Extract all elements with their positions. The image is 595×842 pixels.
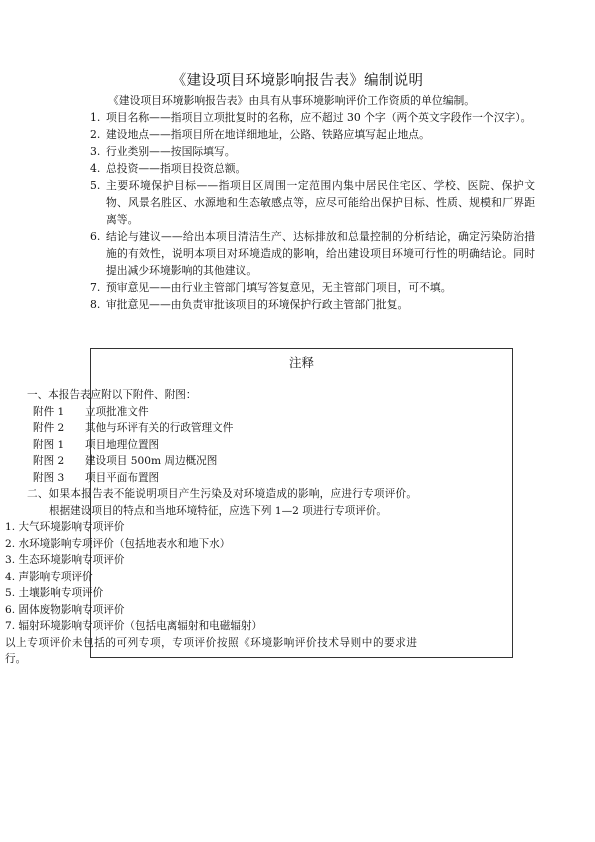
list-item <box>90 109 535 126</box>
list-item <box>90 177 535 228</box>
item-text: 项目名称——指项目立项批复时的名称，应不超过 30 个字（两个英文字段作一个汉字）。 <box>106 111 532 124</box>
attachment-text: 项目平面布置图 <box>85 471 160 484</box>
attachment-label: 附件 2 <box>33 422 65 434</box>
attachment-label: 附图 3 <box>33 471 65 484</box>
intro-paragraph: 《建设项目环境影响报告表》由具有从事环境影响评价工作资质的单位编制。 <box>108 94 476 107</box>
attachment-item <box>5 470 417 487</box>
attachment-text: 项目地理位置图 <box>85 438 160 451</box>
item-number: 6. <box>90 230 101 243</box>
item-text: 建设地点——指项目所在地详细地址，公路、铁路应填写起止地点。 <box>106 128 430 141</box>
item-text: 行业类别——按国际填写。 <box>106 145 236 158</box>
item-number: 1. <box>90 111 101 124</box>
list-item <box>90 126 535 143</box>
note-title: 注释 <box>288 355 314 370</box>
list-item <box>90 228 535 279</box>
list-item <box>90 279 535 296</box>
attachment-item <box>5 404 417 421</box>
item-number: 5. <box>90 179 101 192</box>
special-item: 2. 水环境影响专项评价（包括地表水和地下水） <box>5 537 231 550</box>
attachment-label: 附件 1 <box>33 405 65 418</box>
list-item <box>90 296 535 313</box>
attachment-text: 建设项目 500m 周边概况图 <box>85 455 218 467</box>
special-item: 6. 固体废物影响专项评价 <box>5 603 125 616</box>
item-number: 8. <box>90 298 101 311</box>
item-number: 7. <box>90 281 101 294</box>
attachment-text: 其他与环评有关的行政管理文件 <box>85 422 234 434</box>
special-item: 1. 大气环境影响专项评价 <box>5 521 125 533</box>
item-number: 4. <box>90 162 101 175</box>
special-item: 4. 声影响专项评价 <box>5 570 93 583</box>
attachment-label: 附图 1 <box>33 438 65 451</box>
special-item: 7. 辐射环境影响专项评价（包括电离辐射和电磁辐射） <box>5 620 263 632</box>
list-item <box>90 160 535 177</box>
note-closing: 以上专项评价未包括的可列专项，专项评价按照《环境影响评价技术导则中的要求进行。 <box>5 636 417 665</box>
page-title: 《建设项目环境影响报告表》编制说明 <box>171 73 424 89</box>
special-item: 5. 土壤影响专项评价 <box>5 587 104 599</box>
instruction-list <box>90 109 535 313</box>
note-section-2: 二、如果本报告表不能说明项目产生污染及对环境造成的影响，应进行专项评价。根据建设项目的特点和当地环境特征，应选下列 1—2 项进行专项评价。 <box>27 488 417 517</box>
list-item <box>90 143 535 160</box>
attachment-text: 立项批准文件 <box>85 405 149 418</box>
attachment-item <box>5 453 417 470</box>
item-text: 预审意见——由行业主管部门填写答复意见，无主管部门项目，可不填。 <box>106 281 452 294</box>
note-body <box>5 387 417 668</box>
item-number: 3. <box>90 145 101 158</box>
note-section-1: 一、本报告表应附以下附件、附图： <box>27 389 197 401</box>
attachment-item <box>5 437 417 454</box>
attachment-item <box>5 420 417 437</box>
item-text: 结论与建议——给出本项目清洁生产、达标排放和总量控制的分析结论，确定污染防治措施的有效性，说明本项目对环境造成的影响，给出建设项目环境可行性的明确结论。同时提出减少环境影响的其他建议。 <box>106 230 535 277</box>
item-number: 2. <box>90 128 101 141</box>
item-text: 总投资——指项目投资总额。 <box>106 162 247 175</box>
attachment-label: 附图 2 <box>33 455 65 467</box>
item-text: 审批意见——由负责审批该项目的环境保护行政主管部门批复。 <box>106 298 409 311</box>
special-item: 3. 生态环境影响专项评价 <box>5 554 125 566</box>
item-text: 主要环境保护目标——指项目区周围一定范围内集中居民住宅区、学校、医院、保护文物、风景名胜区、水源地和生态敏感点等，应尽可能给出保护目标、性质、规模和厂界距离等。 <box>106 179 535 226</box>
